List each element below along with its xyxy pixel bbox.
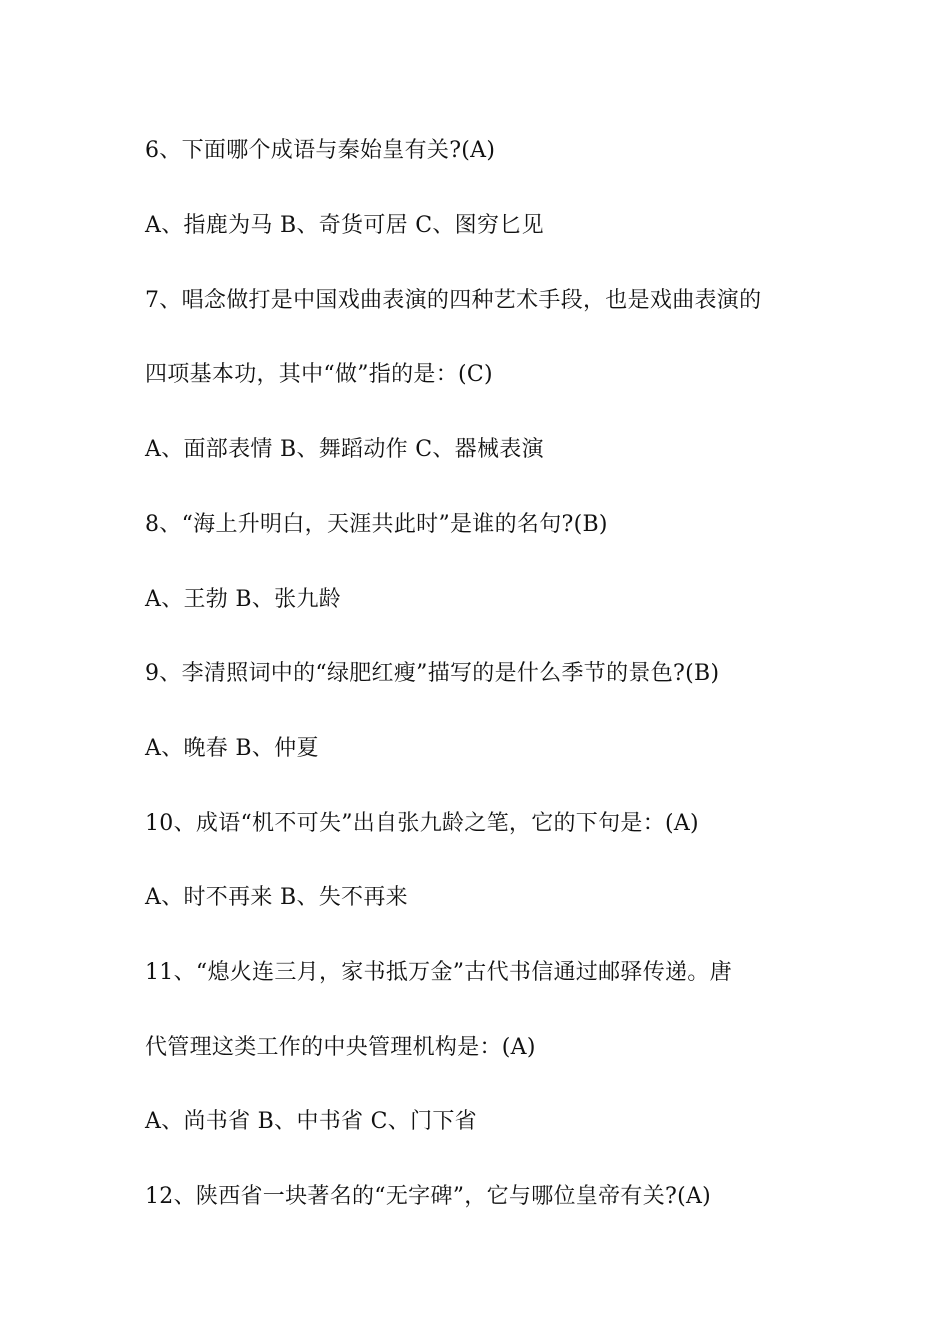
answer-options-10: A、时不再来 B、失不再来 [145,885,408,910]
question-11-line-1: 11、“熄火连三月，家书抵万金”古代书信通过邮驿传递。唐 [145,960,732,985]
question-6: 6、下面哪个成语与秦始皇有关?(A) [145,138,496,163]
answer-options-7: A、面部表情 B、舞蹈动作 C、器械表演 [145,437,544,462]
question-8: 8、“海上升明白，天涯共此时”是谁的名句?(B) [145,512,608,537]
question-10: 10、成语“机不可失”出自张九龄之笔，它的下句是：(A) [145,811,699,836]
question-9: 9、李清照词中的“绿肥红瘦”描写的是什么季节的景色?(B) [145,661,720,686]
question-7-line-1: 7、唱念做打是中国戏曲表演的四种艺术手段，也是戏曲表演的 [145,288,762,313]
answer-options-11: A、尚书省 B、中书省 C、门下省 [145,1109,477,1134]
answer-options-6: A、指鹿为马 B、奇货可居 C、图穷匕见 [145,213,544,238]
answer-options-8: A、王勃 B、张九龄 [145,587,342,612]
question-12: 12、陕西省一块著名的“无字碑”，它与哪位皇帝有关?(A) [145,1184,712,1209]
answer-options-9: A、晚春 B、仲夏 [145,736,319,761]
question-7-line-2: 四项基本功，其中“做”指的是：(C) [145,362,493,387]
question-11-line-2: 代管理这类工作的中央管理机构是：(A) [145,1035,536,1060]
